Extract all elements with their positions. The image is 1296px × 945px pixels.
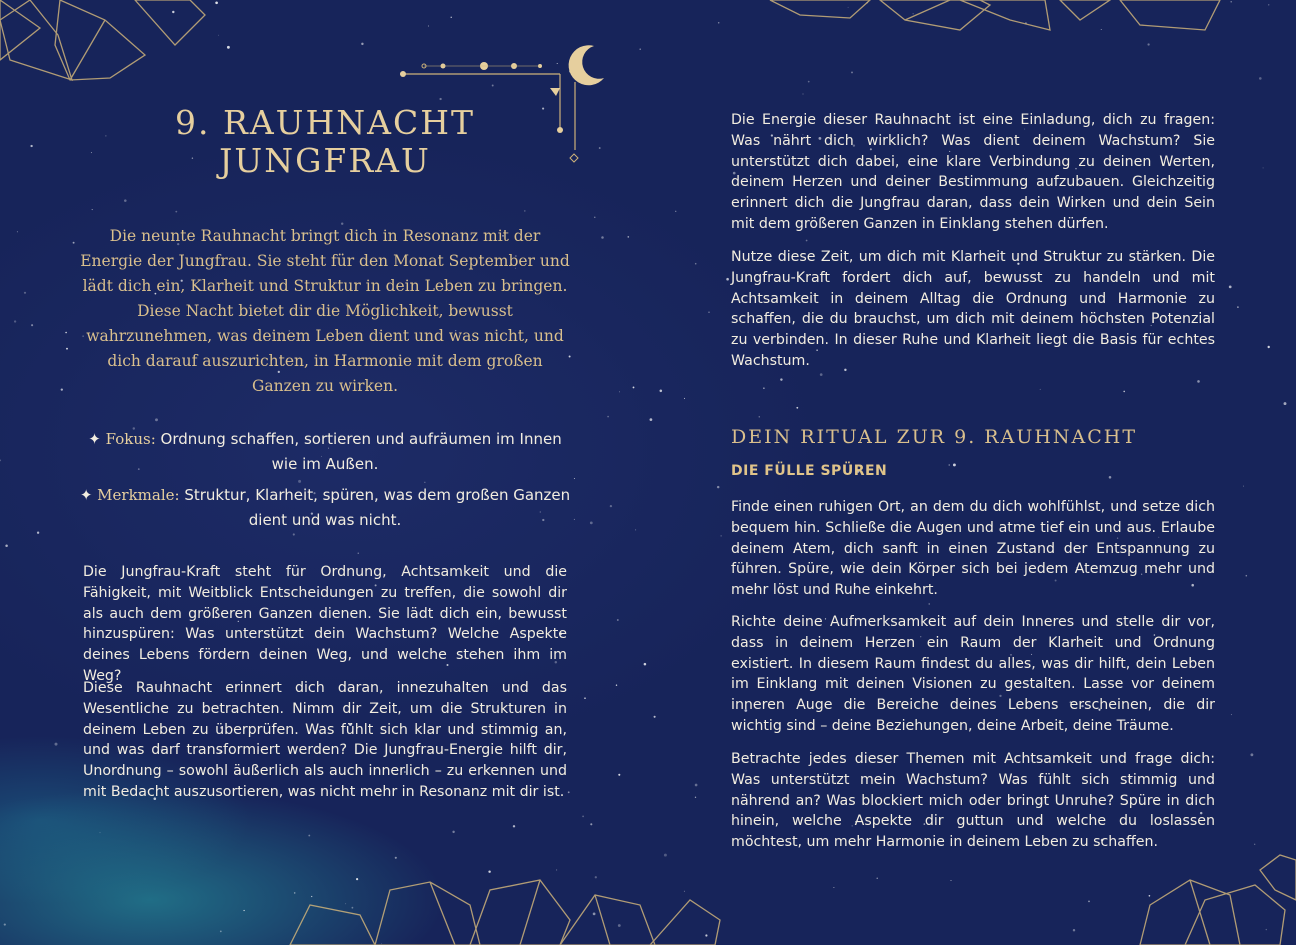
star-dot (37, 532, 39, 534)
star-dot (124, 199, 127, 202)
star-dot (311, 896, 312, 897)
star-dot (590, 823, 592, 825)
fokus-text: Ordnung schaffen, sortieren und aufräumen im Innen wie im Außen. (160, 430, 562, 473)
star-dot (556, 869, 557, 870)
star-dot (627, 236, 629, 238)
star-dot (808, 81, 810, 83)
star-dot (1230, 1, 1232, 3)
star-dot (92, 209, 93, 210)
star-dot (513, 825, 515, 827)
star-dot (695, 263, 697, 265)
crystal-lines-top-right (770, 0, 1220, 30)
star-dot (1073, 929, 1075, 931)
star-dot (31, 324, 33, 326)
star-dot (1123, 391, 1125, 393)
star-dot (1229, 286, 1232, 289)
star-dot (635, 529, 636, 530)
star-dot (361, 43, 363, 45)
star-dot (675, 211, 676, 212)
star-dot (30, 145, 32, 147)
star-dot (395, 857, 397, 859)
right-paragraph-2: Nutze diese Zeit, um dich mit Klarheit und Struktur zu stärken. Die Jungfrau-Kraft fordert dich auf, bewusst zu handeln und mit Achtsamkeit in deinem Alltag die Ordnung und Harmonie zu schaffen, die du brauchst, um dich mit deinem höchsten Potenzial zu verbinden. In dieser Ruhe und Klarheit liegt die Basis für echtes Wachstum. (731, 249, 1215, 369)
star-dot (55, 743, 58, 746)
star-dot (953, 463, 956, 466)
star-dot (14, 320, 16, 322)
star-dot (17, 231, 18, 232)
ritual-heading: DEIN RITUAL ZUR 9. RAUHNACHT (731, 426, 1138, 448)
star-dot (1147, 43, 1149, 45)
merkmale-bullet (75, 483, 575, 533)
star-dot (308, 835, 310, 837)
title-line-2: JUNGFRAU (219, 141, 431, 180)
star-dot (639, 48, 640, 49)
star-dot (243, 910, 244, 911)
star-dot (524, 210, 526, 212)
star-dot (428, 26, 429, 27)
fokus-label: Fokus: (105, 430, 156, 448)
right-paragraph-4: Richte deine Aufmerksamkeit auf dein Inneres und stelle dir vor, dass in deinem Herzen ein Raum der Klarheit und Ordnung existiert. In diesem Raum findest du alles, was dir hilft, dein Leben im Einklang mit deinen Visionen zu gestalten. Lasse vor deinem inneren Auge die Bereiche deines Lebens erscheinen, die dir wichtig sind – deine Beziehungen, deine Arbeit, deine Träume. (731, 614, 1215, 734)
star-dot (345, 903, 346, 904)
star-dot (1109, 476, 1112, 479)
star-dot (806, 240, 808, 242)
page-title (100, 104, 550, 180)
crystal-lines-bottom-center (290, 880, 720, 945)
star-dot (227, 46, 230, 49)
star-dot (356, 878, 358, 880)
star-dot (684, 891, 685, 892)
star-dot (721, 535, 722, 536)
star-dot (61, 388, 63, 390)
star-dot (763, 387, 764, 388)
star-dot (664, 854, 667, 857)
star-dot (851, 71, 853, 73)
star-dot (650, 418, 653, 421)
star-dot (617, 619, 619, 621)
star-dot (1088, 901, 1090, 903)
star-dot (607, 416, 609, 418)
title-line-1: 9. RAUHNACHT (175, 103, 475, 142)
merkmale-text: Struktur, Klarheit, spüren, was dem großen Ganzen dient und was nicht. (184, 486, 571, 529)
star-dot (218, 35, 219, 36)
star-dot (913, 13, 914, 14)
star-dot (803, 94, 804, 95)
star-dot (65, 332, 67, 334)
star-dot (352, 907, 354, 909)
star-dot (848, 7, 849, 8)
star-dot (1101, 29, 1102, 30)
star-dot (949, 464, 950, 465)
star-dot (616, 685, 617, 686)
star-dot (833, 887, 834, 888)
intro-paragraph: Die neunte Rauhnacht bringt dich in Resonanz mit der Energie der Jungfrau. Sie steht für den Monat September und lädt dich ein, Klarheit und Struktur in dein Leben zu bringen. Diese Nacht bietet dir die Möglichkeit, bewusst wahrzunehmen, was deinem Leben dient und was nicht, und dich darauf auszurichten, in Harmonie mit dem großen Ganzen zu wirken. (80, 227, 570, 395)
star-dot (705, 934, 707, 936)
star-dot (618, 924, 621, 927)
star-dot (4, 924, 6, 926)
star-dot (1231, 714, 1232, 715)
right-paragraph-5: Betrachte jedes dieser Themen mit Achtsamkeit und frage dich: Was unterstützt mein Wachstum? Was fühlt sich stimmig und nährend an? Was blockiert mich oder bringt Unruhe? Spüre in dich hinein, welche Aspekte dir guttun und welche du loslassen möchtest, um mehr Harmonie in deinem Leben zu schaffen. (731, 751, 1215, 851)
star-dot (1243, 486, 1244, 487)
star-dot (584, 697, 586, 699)
left-paragraph-1: Die Jungfrau-Kraft steht für Ordnung, Achtsamkeit und die Fähigkeit, mit Weitblick Entscheidungen zu treffen, die sowohl dir als auch dem größeren Ganzen dienen. Sie lädt dich ein, bewusst hinzuspüren: Was unterstützt dein Wachstum? Welche Aspekte deines Lebens fördern deinen Weg, und welche stehen ihm im Weg? (83, 564, 567, 684)
star-dot (595, 876, 597, 878)
star-dot (91, 152, 92, 153)
star-dot (820, 373, 823, 376)
star-dot (759, 416, 760, 417)
star-dot (1040, 389, 1041, 390)
star-dot (215, 1, 218, 4)
star-dot (1268, 346, 1270, 348)
star-dot (684, 398, 685, 399)
star-dot (780, 378, 782, 380)
star-dot (929, 603, 930, 604)
star-dot (175, 211, 177, 213)
star-dot (1149, 895, 1151, 897)
star-dot (644, 663, 647, 666)
star-dot (24, 292, 26, 294)
fokus-bullet (75, 427, 575, 477)
star-dot (100, 832, 101, 833)
star-dot (618, 774, 620, 776)
star-dot (601, 236, 604, 239)
star-dot (452, 831, 454, 833)
star-dot (155, 418, 158, 421)
star-dot (1250, 753, 1253, 756)
star-dot (488, 870, 490, 872)
star-dot (1284, 402, 1287, 405)
left-paragraph-2: Diese Rauhnacht erinnert dich daran, innezuhalten und das Wesentliche zu betrachten. Nimm dir Zeit, um die Strukturen in deinem Leben zu überprüfen. Was fühlt sich klar und stimmig an, und was darf transformiert werden? Die Jungfrau-Energie hilft dir, Unordnung – sowohl äußerlich als auch innerlich – zu erkennen und mit Bedacht auszusortieren, was nicht mehr in Resonanz mit dir ist. (83, 680, 567, 800)
star-dot (796, 407, 798, 409)
star-dot (73, 242, 75, 244)
right-paragraph-1: Die Energie dieser Rauhnacht ist eine Einladung, dich zu fragen: Was nährt dich wirklich? Was dient deinem Wachstum? Sie unterstützt dich dabei, eine klare Verbindung zu deinen Werten, deinem Herzen und deiner Bestimmung aufzubauen. Gleichzeitig erinnert dich die Jungfrau daran, dass dein Wirken und dein Sein mit dem größeren Ganzen in Einklang stehen dürfen. (731, 112, 1215, 232)
star-dot (660, 390, 663, 393)
star-dot (439, 98, 441, 100)
star-dot (1263, 167, 1264, 168)
star-dot (590, 522, 593, 525)
star-dot (695, 784, 698, 787)
star-dot (1259, 77, 1262, 80)
star-dot (610, 505, 612, 507)
sparkle-icon: ✦ (79, 486, 93, 504)
star-dot (695, 797, 696, 798)
star-dot (951, 880, 952, 881)
star-dot (582, 816, 584, 818)
star-dot (593, 913, 596, 916)
star-dot (568, 791, 570, 793)
star-dot (66, 348, 68, 350)
star-dot (1254, 844, 1255, 845)
star-dot (220, 931, 222, 933)
star-dot (633, 386, 635, 388)
star-dot (1237, 306, 1239, 308)
star-dot (619, 391, 620, 392)
star-dot (557, 63, 558, 64)
star-dot (381, 943, 382, 944)
star-dot (726, 278, 729, 281)
star-dot (594, 217, 595, 218)
star-dot (294, 892, 296, 894)
star-dot (599, 147, 601, 149)
ritual-subheading: DIE FÜLLE SPÜREN (731, 463, 888, 479)
star-dot (5, 545, 8, 548)
star-dot (172, 11, 174, 13)
star-dot (358, 553, 359, 554)
star-dot (574, 478, 575, 479)
sparkle-icon: ✦ (88, 430, 101, 448)
star-dot (293, 533, 295, 535)
merkmale-label: Merkmale: (97, 486, 180, 504)
star-dot (1266, 929, 1267, 930)
right-paragraph-3: Finde einen ruhigen Ort, an dem du dich wohlfühlst, und setze dich bequem hin. Schließe die Augen und atme tief ein und aus. Erlaube deinem Atem, dich sanft in einen Zustand der Entspannung zu führen. Spüre, wie dein Körper sich bei jedem Atemzug mehr und mehr löst und Ruhe einkehrt. (731, 499, 1215, 599)
star-dot (718, 22, 720, 24)
star-dot (1268, 4, 1269, 5)
star-dot (1246, 575, 1248, 577)
crystal-lines-bottom-right (1140, 855, 1296, 945)
star-dot (451, 17, 452, 18)
star-dot (0, 460, 1, 462)
star-dot (492, 85, 494, 87)
star-dot (708, 312, 709, 313)
star-dot (717, 486, 719, 488)
star-dot (877, 878, 878, 879)
star-dot (654, 716, 656, 718)
star-dot (1197, 380, 1200, 383)
